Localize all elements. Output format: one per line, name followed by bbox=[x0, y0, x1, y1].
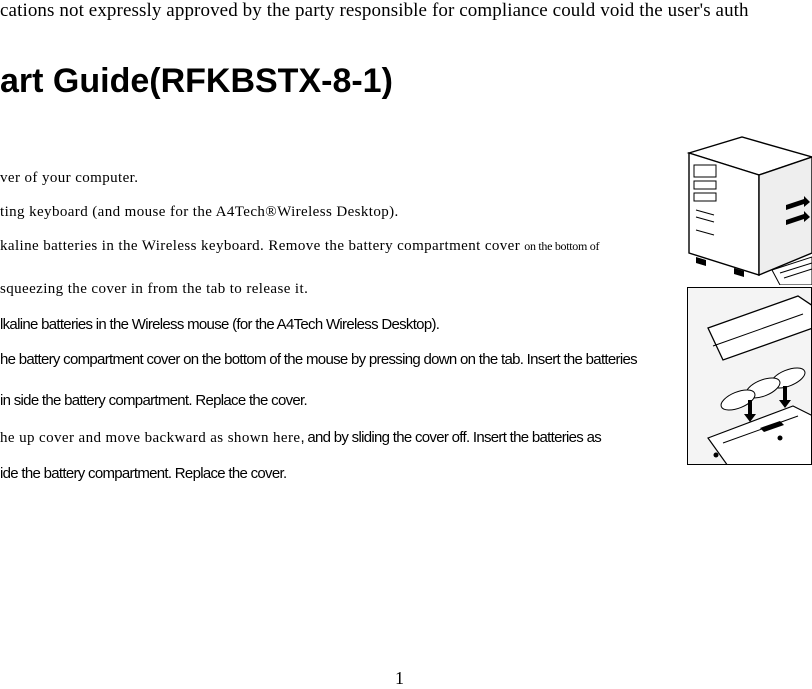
step-line-3 bbox=[0, 238, 599, 255]
compliance-notice-line: cations not expressly approved by the party responsible for compliance could void the user's auth bbox=[0, 0, 749, 21]
step-line-4: squeezing the cover in from the tab to release it. bbox=[0, 281, 309, 297]
step-line-3-main: kaline batteries in the Wireless keyboard. Remove the battery compartment cover bbox=[0, 238, 525, 254]
page-number: 1 bbox=[395, 668, 404, 688]
battery-compartment-illustration bbox=[687, 287, 812, 465]
step-line-2: ting keyboard (and mouse for the A4Tech®Wireless Desktop). bbox=[0, 204, 399, 220]
step-line-6: he battery compartment cover on the bottom of the mouse by pressing down on the tab. Insert the batteries bbox=[0, 351, 637, 368]
step-line-5: lkaline batteries in the Wireless mouse (for the A4Tech Wireless Desktop). bbox=[0, 316, 440, 333]
step-line-9: ide the battery compartment. Replace the cover. bbox=[0, 465, 287, 482]
step-line-8-sans: , and by sliding the cover off. Insert the batteries as bbox=[300, 429, 602, 446]
step-line-8 bbox=[0, 429, 601, 447]
computer-tower-illustration bbox=[684, 135, 812, 285]
step-line-1: ver of your computer. bbox=[0, 170, 139, 186]
step-line-8-main: he up cover and move backward as shown here bbox=[0, 430, 301, 446]
page-title: art Guide(RFKBSTX-8-1) bbox=[0, 62, 393, 100]
step-line-3-small: on the bottom of bbox=[524, 239, 600, 253]
step-line-7: in side the battery compartment. Replace the cover. bbox=[0, 392, 307, 409]
